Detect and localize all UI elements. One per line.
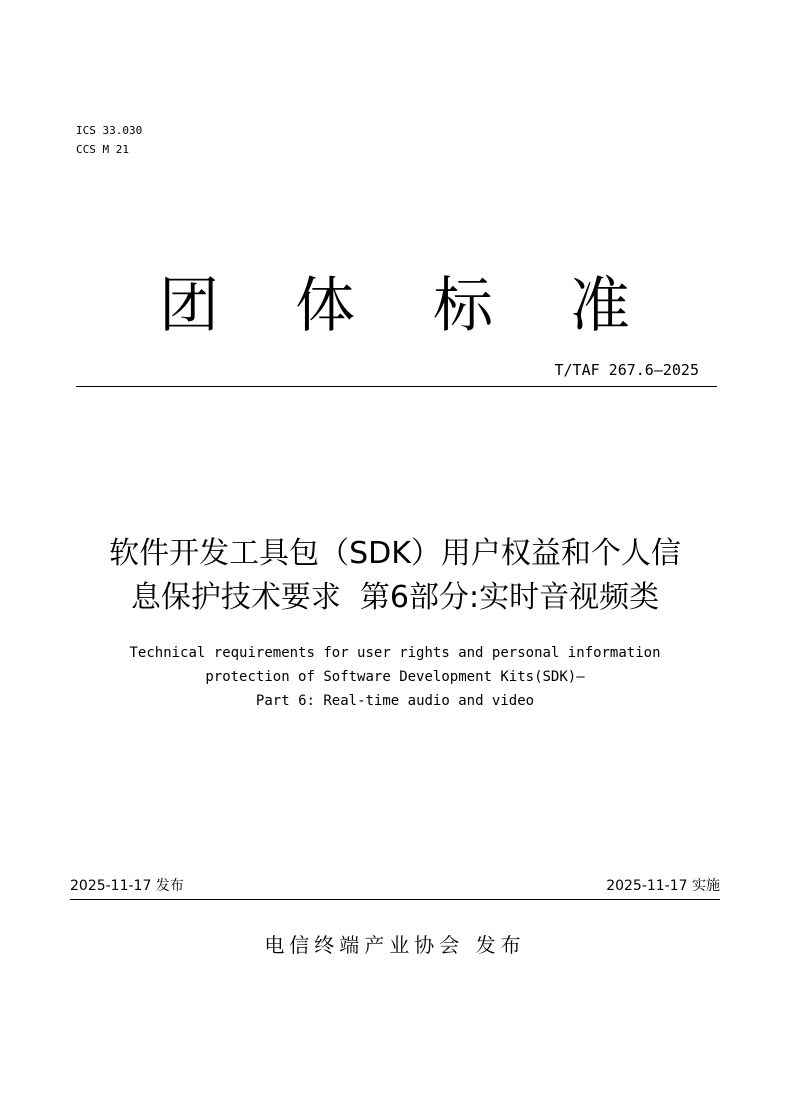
document-type-char-4: 准 [570,271,630,341]
standard-number: T/TAF 267.6—2025 [554,361,699,379]
implement-date: 2025-11-17 实施 [606,878,720,894]
english-title [0,641,790,713]
document-type-heading [0,270,790,342]
header-divider [76,386,717,387]
publisher-line: 电信终端产业协会 发布 [264,933,526,957]
ccs-code: CCS M 21 [76,143,129,156]
document-type-char-3: 标 [433,271,493,341]
document-type-char-2: 体 [295,271,355,341]
publish-date: 2025-11-17 发布 [70,878,184,894]
chinese-title-line-1: 软件开发工具包（SDK）用户权益和个人信 [109,536,681,571]
english-title-line-3: Part 6: Real-time audio and video [255,693,535,709]
classification-codes [76,121,142,159]
ics-code: ICS 33.030 [76,124,143,137]
document-type-char-1: 团 [159,271,219,341]
footer-divider [70,899,720,900]
chinese-title [0,532,790,620]
chinese-title-line-2: 息保护技术要求 第6部分:实时音视频类 [130,580,660,615]
english-title-line-1: Technical requirements for user rights and personal information [129,645,661,661]
english-title-line-2: protection of Software Development Kits(SDK)— [205,669,585,685]
